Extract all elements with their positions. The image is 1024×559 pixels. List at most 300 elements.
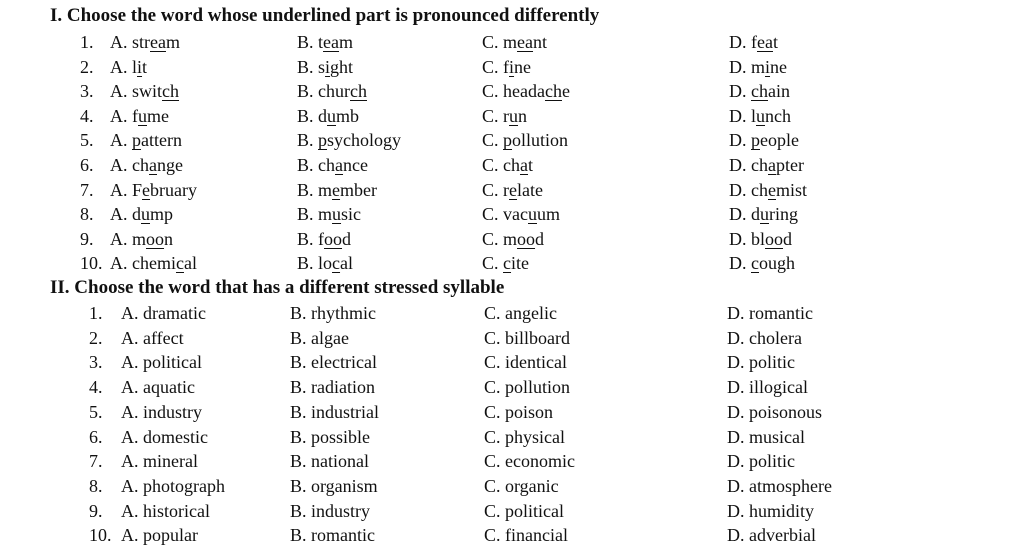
question-row (0, 350, 1024, 374)
answer-option (121, 474, 225, 498)
answer-option (110, 55, 147, 79)
option-word (132, 81, 179, 101)
question-number: 9. (80, 228, 94, 249)
option-word (318, 155, 368, 175)
question-row (0, 400, 1024, 424)
option-word: organic (505, 475, 559, 496)
underlined-letters: oo (765, 228, 784, 249)
question-row (0, 425, 1024, 449)
option-letter: B. (297, 253, 314, 274)
option-letter: D. (729, 56, 747, 77)
option-letter: D. (727, 303, 745, 323)
word-part: ain (768, 81, 790, 102)
word-part: nge (157, 155, 183, 175)
answer-option (290, 449, 369, 473)
answer-option (729, 251, 795, 275)
option-word (751, 253, 795, 273)
answer-option (121, 400, 202, 424)
answer-option (727, 523, 816, 547)
underlined-letters: e (509, 179, 518, 200)
underlined-letters: p (503, 130, 513, 151)
option-word: domestic (143, 426, 208, 447)
underlined-letters: i (509, 56, 515, 77)
question-row (0, 499, 1024, 523)
answer-option (729, 55, 787, 79)
underlined-letters: u (327, 105, 337, 126)
word-part: nch (765, 105, 792, 126)
section-1-title: I. Choose the word whose underlined part is pronounced differently (50, 5, 600, 26)
question-row (0, 30, 1024, 54)
answer-option (727, 301, 813, 325)
answer-option (297, 55, 353, 79)
underlined-letters: ea (757, 32, 773, 52)
option-letter: B. (297, 179, 314, 200)
answer-option (727, 449, 795, 473)
option-word (751, 106, 791, 126)
underlined-letters: ch (162, 81, 180, 102)
answer-option (484, 499, 564, 523)
word-part: ne (770, 56, 788, 77)
answer-option (482, 104, 527, 128)
answer-option (110, 153, 183, 177)
option-letter: B. (297, 32, 314, 52)
question-number: 1. (80, 32, 94, 52)
option-word (318, 81, 367, 101)
underlined-letters: u (760, 204, 769, 225)
underlined-letters: ch (350, 81, 367, 102)
option-letter: A. (121, 352, 139, 373)
option-word: poison (505, 401, 554, 422)
option-word: illogical (749, 377, 808, 398)
option-word (751, 32, 778, 52)
option-letter: A. (110, 105, 128, 126)
question-number: 6. (80, 155, 94, 175)
option-letter: C. (482, 130, 499, 151)
option-word (751, 57, 787, 77)
option-letter: D. (729, 32, 747, 52)
word-part: d (535, 228, 545, 249)
option-letter: C. (482, 228, 499, 249)
question-row (0, 227, 1024, 251)
underlined-letters: ea (150, 32, 166, 52)
answer-option (110, 30, 180, 54)
answer-option (729, 30, 778, 54)
option-letter: D. (727, 327, 745, 348)
answer-option (290, 400, 379, 424)
answer-option (729, 202, 798, 226)
word-part: t (772, 32, 778, 52)
option-word (132, 229, 173, 249)
option-letter: A. (110, 81, 128, 102)
underlined-letters: p (132, 130, 141, 151)
option-letter: C. (482, 81, 499, 102)
option-letter: D. (729, 105, 747, 126)
option-letter: B. (290, 327, 307, 348)
answer-option (482, 55, 531, 79)
option-word (751, 204, 798, 224)
option-letter: B. (290, 352, 307, 373)
option-word (132, 180, 197, 200)
option-word: possible (311, 426, 371, 447)
question-row (0, 251, 1024, 275)
word-part: d (318, 105, 328, 126)
underlined-letters: u (138, 105, 147, 126)
option-letter: D. (727, 401, 745, 422)
underlined-letters: c (751, 253, 759, 274)
answer-option (297, 202, 361, 226)
underlined-letters: e (768, 179, 776, 200)
option-letter: A. (121, 525, 139, 546)
answer-option (297, 153, 368, 177)
answer-option (297, 178, 377, 202)
option-word: poisonous (749, 401, 823, 422)
question-row (0, 326, 1024, 350)
option-letter: A. (121, 500, 139, 521)
word-part: n (518, 105, 528, 126)
option-letter: C. (484, 303, 501, 323)
underlined-letters: a (335, 155, 344, 175)
option-letter: C. (482, 155, 499, 175)
question-number: 8. (80, 204, 94, 225)
question-number: 6. (89, 426, 103, 447)
option-word: adverbial (749, 525, 816, 546)
option-letter: B. (290, 525, 307, 546)
underlined-letters: e (142, 179, 151, 200)
option-word (132, 32, 180, 52)
word-part: m (318, 179, 333, 200)
answer-option (297, 79, 367, 103)
question-row (0, 104, 1024, 128)
answer-option (729, 153, 804, 177)
word-part: d (132, 204, 141, 225)
word-part: s (318, 56, 326, 77)
underlined-letters: i (325, 56, 331, 77)
underlined-letters: ea (323, 32, 340, 52)
answer-option (484, 425, 565, 449)
answer-option (297, 227, 351, 251)
underlined-letters: p (318, 130, 328, 151)
word-part: chemi (132, 253, 176, 274)
option-word (318, 32, 353, 52)
option-letter: C. (484, 401, 501, 422)
option-word: cholera (749, 327, 802, 348)
answer-option (727, 375, 808, 399)
option-word: historical (143, 500, 210, 521)
option-word (503, 155, 533, 175)
option-word (503, 229, 544, 249)
question-row (0, 178, 1024, 202)
answer-option (727, 326, 802, 350)
answer-option (121, 326, 184, 350)
word-part: swit (132, 81, 163, 102)
option-letter: A. (110, 155, 128, 175)
word-part: ch (503, 155, 521, 175)
option-letter: A. (110, 253, 128, 274)
question-number: 10. (89, 525, 112, 546)
option-word (503, 180, 543, 200)
word-part: sychology (327, 130, 402, 151)
option-word: algae (311, 327, 349, 348)
option-word (503, 204, 560, 224)
question-number: 4. (80, 105, 94, 126)
option-letter: A. (110, 130, 128, 151)
answer-option (290, 350, 377, 374)
option-letter: D. (729, 204, 747, 225)
question-number: 7. (89, 451, 103, 472)
option-word: identical (505, 352, 567, 373)
option-word: politic (749, 352, 795, 373)
underlined-letters: p (751, 130, 760, 151)
answer-option (482, 202, 560, 226)
question-number: 9. (89, 500, 103, 521)
answer-option (297, 104, 359, 128)
option-word: political (505, 500, 564, 521)
option-letter: B. (290, 500, 307, 521)
option-word (318, 57, 353, 77)
word-part: mb (336, 105, 360, 126)
question-row (0, 301, 1024, 325)
answer-option (110, 202, 173, 226)
word-part: nce (343, 155, 368, 175)
option-word: politic (749, 451, 795, 472)
answer-option (482, 251, 529, 275)
word-part: m (503, 32, 518, 52)
option-letter: A. (121, 303, 139, 323)
word-part: ollution (512, 130, 569, 151)
answer-option (727, 400, 822, 424)
question-row (0, 474, 1024, 498)
answer-option (290, 499, 370, 523)
option-letter: C. (484, 377, 501, 398)
underlined-letters: a (520, 155, 529, 175)
option-letter: C. (484, 327, 501, 348)
answer-option (484, 474, 559, 498)
option-letter: C. (484, 500, 501, 521)
word-part: f (318, 228, 325, 249)
word-part: bruary (150, 179, 197, 200)
underlined-letters: i (765, 56, 771, 77)
word-part: ch (318, 155, 336, 175)
word-part: mber (340, 179, 378, 200)
answer-option (290, 326, 349, 350)
answer-option (482, 227, 544, 251)
option-letter: D. (727, 475, 745, 496)
option-word (503, 57, 531, 77)
option-word (751, 229, 792, 249)
answer-option (729, 227, 792, 251)
underlined-letters: ch (544, 81, 562, 102)
option-word: aquatic (143, 377, 195, 398)
word-part: str (132, 32, 150, 52)
question-row (0, 128, 1024, 152)
option-letter: A. (110, 32, 128, 52)
question-row (0, 202, 1024, 226)
option-letter: C. (482, 32, 499, 52)
option-letter: D. (729, 228, 747, 249)
question-number: 8. (89, 475, 103, 496)
option-letter: B. (297, 228, 314, 249)
word-part: m (132, 228, 147, 249)
option-word: industry (311, 500, 371, 521)
word-part: attern (141, 130, 182, 151)
answer-option (484, 326, 570, 350)
word-part: ch (751, 179, 768, 200)
word-part: mp (150, 204, 174, 225)
option-letter: C. (482, 179, 499, 200)
answer-option (121, 425, 208, 449)
answer-option (484, 523, 568, 547)
question-row (0, 55, 1024, 79)
word-part: late (517, 179, 543, 200)
answer-option (484, 400, 553, 424)
option-letter: A. (121, 377, 139, 398)
answer-option (290, 425, 370, 449)
option-letter: D. (729, 155, 747, 175)
word-part: bl (751, 228, 766, 249)
question-number: 5. (89, 401, 103, 422)
answer-option (121, 301, 206, 325)
option-word (132, 106, 169, 126)
word-part: ne (514, 56, 532, 77)
option-word (751, 180, 807, 200)
word-part: n (164, 228, 174, 249)
option-letter: A. (110, 228, 128, 249)
underlined-letters: i (137, 56, 143, 77)
option-word (318, 130, 401, 150)
answer-option (110, 128, 182, 152)
option-word (132, 57, 147, 77)
option-word: romantic (749, 303, 813, 323)
question-number: 5. (80, 130, 94, 151)
word-part: l (751, 105, 757, 126)
option-word (318, 106, 359, 126)
option-word: rhythmic (311, 303, 377, 323)
answer-option (482, 128, 568, 152)
option-word: atmosphere (749, 475, 832, 496)
answer-option (121, 523, 198, 547)
option-letter: B. (290, 401, 307, 422)
question-number: 4. (89, 377, 103, 398)
word-part: chur (318, 81, 350, 102)
word-part: ite (511, 253, 530, 274)
answer-option (484, 375, 570, 399)
word-part: d (342, 228, 352, 249)
word-part: pter (776, 155, 804, 175)
word-part: t (142, 56, 148, 77)
option-word (318, 180, 377, 200)
option-letter: A. (121, 327, 139, 348)
answer-option (290, 523, 375, 547)
word-part: al (183, 253, 197, 274)
answer-option (729, 128, 799, 152)
answer-option (727, 499, 814, 523)
option-letter: D. (729, 179, 747, 200)
question-number: 3. (89, 352, 103, 373)
option-word: romantic (311, 525, 375, 546)
question-row (0, 79, 1024, 103)
option-word (503, 130, 568, 150)
option-letter: D. (727, 377, 745, 398)
word-part: f (503, 56, 510, 77)
option-word (132, 204, 173, 224)
word-part: nt (533, 32, 548, 52)
option-word: electrical (311, 352, 377, 373)
option-word (132, 155, 183, 175)
option-word (318, 253, 353, 273)
answer-option (729, 79, 790, 103)
underlined-letters: oo (517, 228, 536, 249)
option-word (503, 253, 529, 273)
question-number: 7. (80, 179, 94, 200)
option-word (132, 253, 197, 273)
option-word: economic (505, 451, 575, 472)
option-letter: B. (290, 303, 307, 323)
answer-option (110, 178, 197, 202)
option-letter: A. (121, 426, 139, 447)
option-letter: A. (121, 475, 139, 496)
underlined-letters: ch (751, 81, 768, 102)
option-word (751, 81, 790, 101)
underlined-letters: oo (324, 228, 343, 249)
option-word: popular (143, 525, 198, 546)
option-word (503, 32, 547, 52)
word-part: m (318, 204, 333, 225)
option-letter: D. (727, 451, 745, 472)
word-part: lo (318, 253, 333, 274)
underlined-letters: c (175, 253, 184, 274)
option-word: dramatic (143, 303, 206, 323)
option-word: musical (749, 426, 805, 447)
answer-option (110, 104, 169, 128)
word-part: t (318, 32, 324, 52)
option-word: affect (143, 327, 184, 348)
option-word (751, 155, 804, 175)
option-word (132, 130, 182, 150)
word-part: t (528, 155, 534, 175)
word-part: r (503, 179, 510, 200)
answer-option (482, 153, 533, 177)
word-part: d (783, 228, 793, 249)
question-row (0, 523, 1024, 547)
option-letter: B. (290, 475, 307, 496)
option-letter: B. (290, 426, 307, 447)
option-letter: C. (482, 253, 499, 274)
option-letter: B. (297, 81, 314, 102)
option-word: physical (505, 426, 566, 447)
word-part: e (561, 81, 570, 102)
answer-option (121, 350, 202, 374)
option-word (318, 204, 361, 224)
word-part: m (339, 32, 354, 52)
answer-option (110, 227, 173, 251)
answer-option (297, 251, 353, 275)
answer-option (484, 350, 567, 374)
underlined-letters: e (332, 179, 341, 200)
option-word: radiation (311, 377, 375, 398)
word-part: r (503, 105, 510, 126)
underlined-letters: c (503, 253, 512, 274)
word-part: sic (341, 204, 362, 225)
question-row (0, 153, 1024, 177)
option-letter: B. (290, 451, 307, 472)
option-word: industry (143, 401, 203, 422)
option-letter: C. (482, 105, 499, 126)
option-letter: D. (727, 352, 745, 373)
word-part: f (132, 105, 138, 126)
answer-option (121, 449, 198, 473)
answer-option (482, 79, 570, 103)
option-letter: C. (484, 451, 501, 472)
